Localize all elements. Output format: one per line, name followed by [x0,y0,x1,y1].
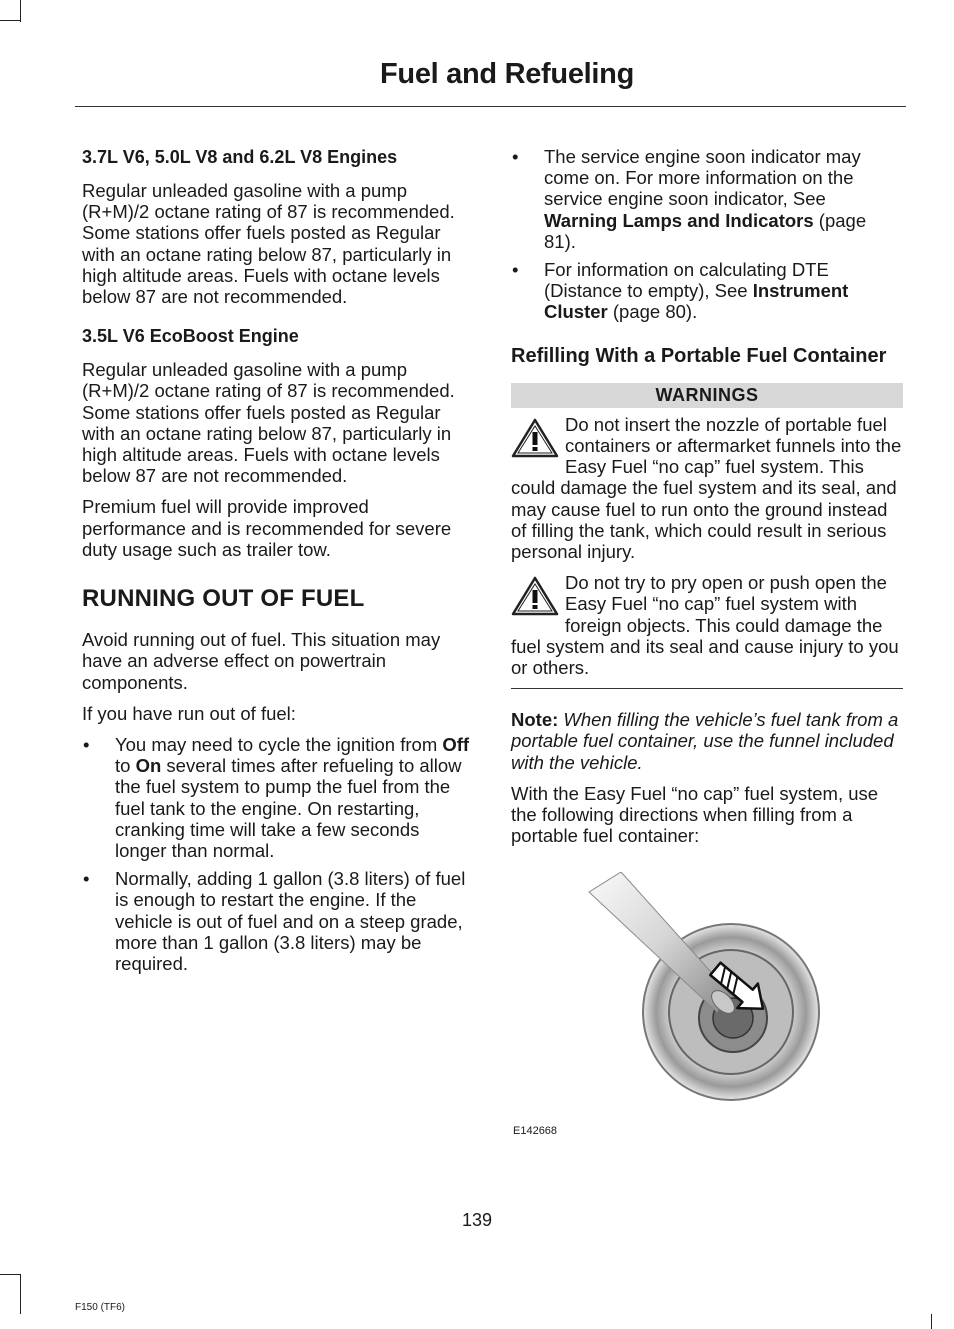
fuel-filler-image [511,872,903,1112]
warnings-heading: WARNINGS [511,383,903,408]
ecoboost-paragraph: Regular unleaded gasoline with a pump (R+M)/2 octane rating of 87 is recommended. Some stations offer fuels posted as Regular with an octane rating below 87, particularly in high altitude areas. Fuels with octane levels below 87 are not recommended. [82,359,455,487]
title-divider [75,106,906,107]
info-list [511,146,903,323]
warning-block [511,572,903,678]
bullet-icon: • [83,868,90,890]
note-label: Note: [511,709,559,731]
warning-block [511,414,903,562]
directions-paragraph: With the Easy Fuel “no cap” fuel system, use the following directions when filling from a portable fuel container: [511,782,879,847]
running-out-paragraph: Avoid running out of fuel. This situation may have an adverse effect on powertrain components. [82,629,441,693]
bullet-icon: • [512,259,519,281]
refill-heading: Refilling With a Portable Fuel Container [511,344,887,367]
note-paragraph [511,709,903,773]
warning-text: Do not try to pry open or push open the Easy Fuel “no cap” fuel system with foreign objects. This could damage the fuel system and its seal and cause injury to you or others. [511,572,899,679]
crop-mark [20,1274,21,1314]
ecoboost-heading: 3.5L V6 EcoBoost Engine [82,326,299,347]
run-out-list [82,734,474,974]
left-column [82,146,474,982]
page-number: 139 [461,1210,493,1230]
list-item: • The service engine soon indicator may come on. For more information on the service engine soon indicator, See Warning Lamps and Indicators (page 81). [512,146,867,252]
bullet-icon: • [83,734,90,756]
warning-lamps-link[interactable]: Warning Lamps and Indicators [544,209,814,231]
note-text: When filling the vehicle’s fuel tank from a portable fuel container, use the funnel included with the vehicle. [511,709,899,773]
crop-mark [931,1314,932,1329]
on-label: On [135,755,162,777]
engines-heading: 3.7L V6, 5.0L V8 and 6.2L V8 Engines [82,147,398,167]
figure-id: E142668 [513,1125,558,1138]
off-label: Off [442,734,470,756]
if-run-out-text: If you have run out of fuel: [82,702,296,724]
warning-triangle-icon [511,418,559,458]
page-title: Fuel and Refueling [379,58,634,90]
list-item: • For information on calculating DTE (Distance to empty), See Instrument Cluster (page 80). [512,259,849,323]
crop-mark [0,1274,20,1275]
crop-mark [20,0,21,22]
warning-triangle-icon [511,576,559,616]
premium-paragraph: Premium fuel will provide improved performance and is recommended for severe duty usage such as trailer tow. [82,496,452,560]
instrument-cluster-link[interactable]: Instrument Cluster [544,280,849,323]
list-item: • You may need to cycle the ignition from Off to On several times after refueling to allow the fuel system to pump the fuel from the fuel tank to the engine. On restarting, cranking time will take a few seconds longer than normal. [83,734,470,862]
funnel-illustration [511,872,903,1142]
bullet-icon: • [512,146,519,167]
right-column [511,146,903,1142]
crop-mark [0,20,20,21]
warning-text: Do not insert the nozzle of portable fuel containers or aftermarket funnels into the Easy Fuel “no cap” fuel system. This could damage the fuel system and its seal, and may cause fuel to run onto the ground instead of filling the tank, which could result in serious personal injury. [511,413,902,563]
list-item: • Normally, adding 1 gallon (3.8 liters) of fuel is enough to restart the engine. If the vehicle is out of fuel and on a steep grade, more than 1 gallon (3.8 liters) may be required. [83,868,466,975]
footer-code: F150 (TF6) [75,1302,126,1313]
warnings-divider [511,688,903,689]
running-out-heading: RUNNING OUT OF FUEL [82,585,365,613]
engines-paragraph: Regular unleaded gasoline with a pump (R+M)/2 octane rating of 87 is recommended. Some stations offer fuels posted as Regular with an octane rating below 87, particularly in high altitude areas. Fuels with octane levels below 87 are not recommended. [82,180,455,308]
